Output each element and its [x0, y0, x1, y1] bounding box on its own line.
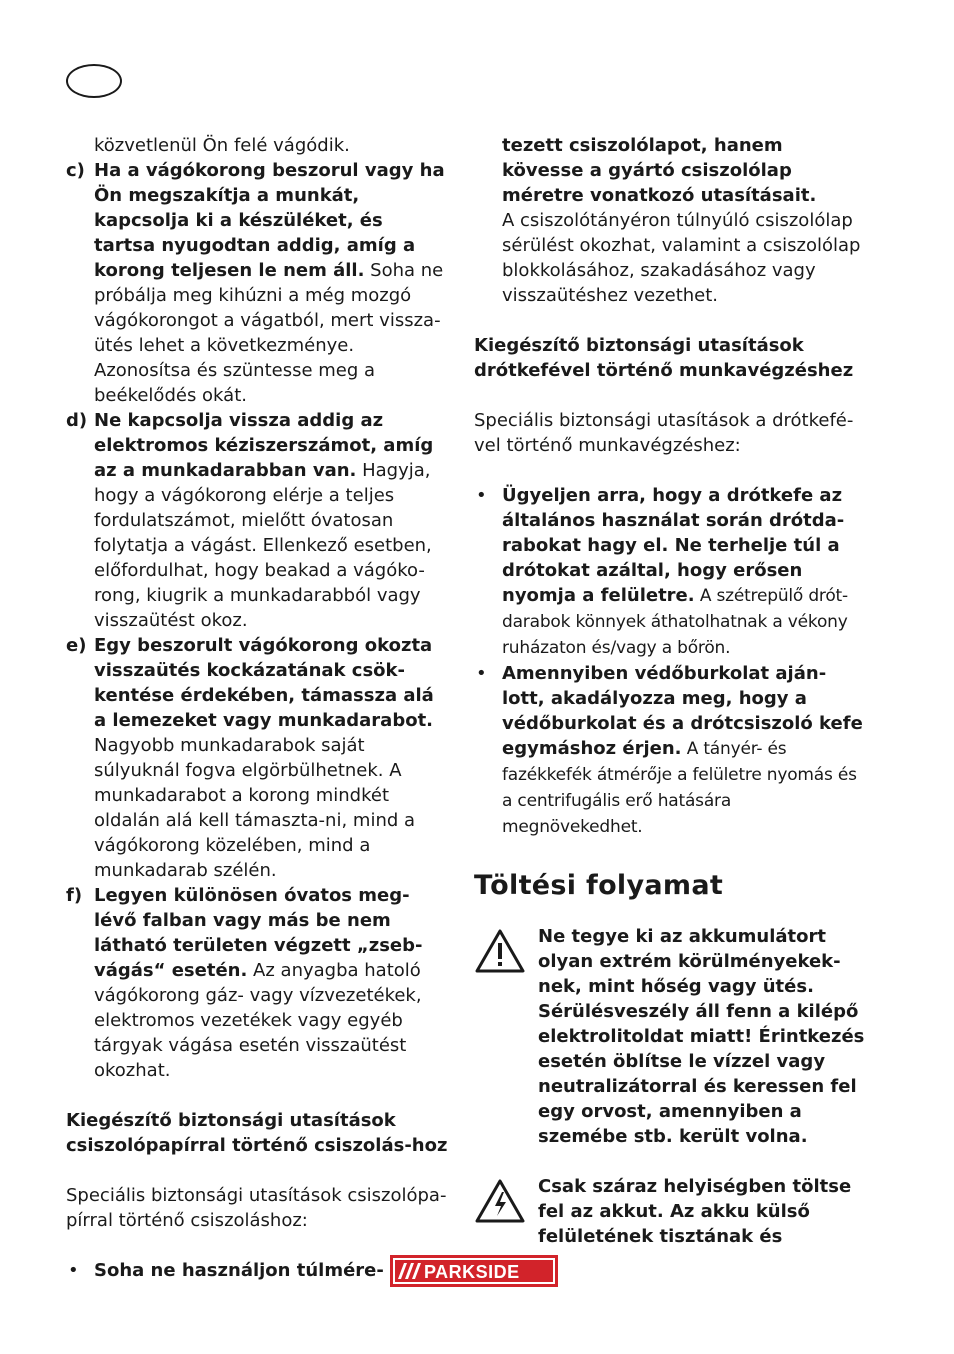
sanding-intro: Speciális biztonsági utasítások csiszolópa-pírral történő csiszoláshoz:	[66, 1185, 447, 1231]
bullet-marker: •	[476, 663, 487, 684]
bullet-marker: •	[68, 1260, 79, 1281]
item-normal-text: Soha ne próbálja meg kihúzni a még mozgó vágókorongot a vágatból, mert vissza-ütés lehet a következménye. Azonosítsa és szüntesse meg a beékelődés okát.	[94, 260, 444, 406]
warning-triangle-icon	[474, 928, 526, 974]
warning-text: Csak száraz helyiségben töltse fel az akkut. Az akku külső felületének tisztának és	[538, 1176, 852, 1247]
item-bold-text: Ne kapcsolja vissza addig az elektromos kéziszerszámot, amíg az a munkadarabban van.	[94, 410, 434, 481]
item-bold-text: Legyen különösen óvatos meg-lévő falban vagy más be nem látható területen végzett „zseb-vágás“ esetén.	[94, 885, 423, 981]
warning-text: Ne tegye ki az akkumulátort olyan extrém körülményekek-nek, mint hőség vagy ütés. Sérülésveszély áll fenn a kilépő elektrolitoldat miatt! Érintkezés esetén öblítse le vízzel vagy neutralizátorral és keressen fel egy orvost, amennyiben a szemébe stb. került volna.	[538, 926, 865, 1147]
bullet-bold-text: Ügyeljen arra, hogy a drótkefe az általános használat során drótda-rabokat hagy el. Ne terhelje túl a drótokat azáltal, hogy erősen nyomja a felületre.	[502, 485, 845, 606]
right-column	[474, 133, 866, 1249]
item-marker: e)	[66, 635, 87, 656]
item-marker: f)	[66, 885, 83, 906]
wire-bullet-1	[474, 483, 866, 661]
bullet-normal-text: A szétrepülő drót-darabok könnyek áthatolhatnak a vékony ruházaton és/vagy a bőrön.	[502, 586, 848, 658]
parkside-logo	[390, 1255, 558, 1287]
wire-brush-intro: Speciális biztonsági utasítások a drótkefé-vel történő munkavégzéshez:	[474, 410, 854, 456]
brand-name: PARKSIDE	[424, 1262, 520, 1282]
list-item-d	[66, 408, 450, 633]
item-normal-text: Az anyagba hatoló vágókorong gáz- vagy vízvezetékek, elektromos vezetékek vagy egyéb tárgyak vágása esetén visszaütést okozhat.	[94, 960, 422, 1081]
bullet-normal-text: A tányér- és fazékkefék átmérője a felületre nyomás és a centrifugális erő hatására megnövekedhet.	[502, 739, 857, 837]
item-marker: d)	[66, 410, 88, 431]
language-badge	[66, 64, 122, 98]
bullet-marker: •	[476, 485, 487, 506]
warning-block-2	[474, 1174, 866, 1249]
item-bold-text: Egy beszorult vágókorong okozta visszaütés kockázatának csök-kentése érdekében, támassza alá a lemezeket vagy munkadarabot.	[94, 635, 434, 731]
warning-block-1	[474, 924, 866, 1149]
sanding-heading: Kiegészítő biztonsági utasítások csiszolópapírral történő csiszolás-hoz	[66, 1110, 448, 1156]
sanding-bullet-cont-normal: A csiszolótányéron túlnyúló csiszolólap sérülést okozhat, valamint a csiszolólap blokkolásához, szakadásához vagy visszaütéshez vezethet.	[502, 210, 861, 306]
item-normal-text: Hagyja, hogy a vágókorong elérje a teljes fordulatszámot, mielőtt óvatosan folytatja a vágást. Ellenkező esetben, előfordulhat, hogy beakad a vágóko-rong, kiugrik a munkadarabból vagy visszaütést okoz.	[94, 460, 432, 631]
item-marker: c)	[66, 160, 85, 181]
item-normal-text: Nagyobb munkadarabok saját súlyuknál fogva elgörbülhetnek. A munkadarabot a korong mindkét oldalán alá kell támaszta-ni, mind a vágókorong közelében, mind a munkadarab szélén.	[94, 735, 416, 881]
electric-hazard-icon	[474, 1178, 526, 1224]
list-item-c	[66, 158, 450, 408]
left-column	[66, 133, 450, 1283]
intro-text: közvetlenül Ön felé vágódik.	[94, 135, 350, 156]
list-item-f	[66, 883, 450, 1083]
charging-section-title: Töltési folyamat	[474, 870, 724, 901]
list-item-e	[66, 633, 450, 883]
bullet-bold-text: Amennyiben védőburkolat aján-lott, akadályozza meg, hogy a védőburkolat és a drótcsiszoló kefe egymáshoz érjen.	[502, 663, 863, 759]
wire-bullet-2	[474, 661, 866, 840]
sanding-bullet-cont-bold: tezett csiszolólapot, hanem kövesse a gyártó csiszolólap méretre vonatkozó utasításait.	[502, 135, 817, 206]
wire-brush-heading: Kiegészítő biztonsági utasítások drótkefével történő munkavégzéshez	[474, 335, 854, 381]
item-bold-text: Ha a vágókorong beszorul vagy ha Ön megszakítja a munkát, kapcsolja ki a készüléket, és tartsa nyugodtan addig, amíg a korong teljesen le nem áll.	[94, 160, 445, 281]
sanding-bullet-start: Soha ne használjon túlmére-	[94, 1260, 384, 1281]
